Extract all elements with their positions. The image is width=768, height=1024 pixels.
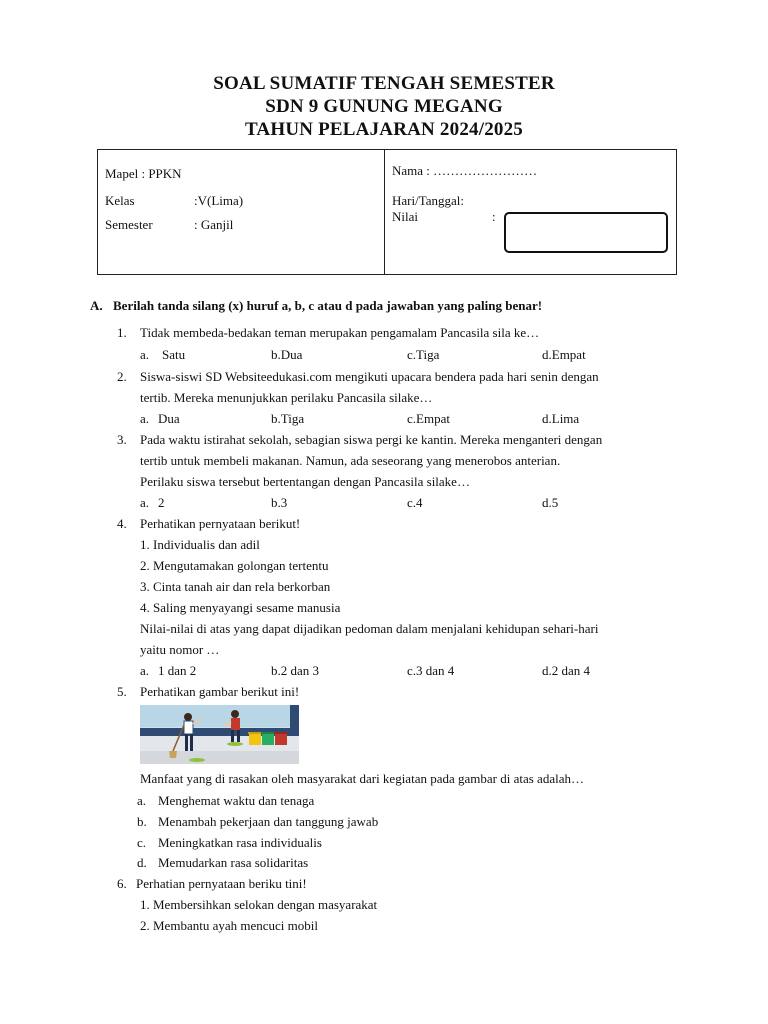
q4-statement: 1. Individualis dan adil xyxy=(140,537,260,552)
q3-option-c[interactable]: c.4 xyxy=(407,495,423,510)
score-colon: : xyxy=(492,209,496,224)
q6-statement: 2. Membantu ayah mencuci mobil xyxy=(140,918,318,933)
name-field[interactable]: Nama : …………………… xyxy=(392,163,538,178)
subject-label: Mapel : PPKN xyxy=(105,166,182,181)
question-6-number: 6. xyxy=(117,876,127,891)
question-6-text: Perhatian pernyataan beriku tini! xyxy=(136,876,307,891)
q4-option-b[interactable]: b.2 dan 3 xyxy=(271,663,320,678)
school-name: SDN 9 GUNUNG MEGANG xyxy=(265,96,503,117)
q2-option-b[interactable]: b.Tiga xyxy=(271,411,305,426)
question-1-text: Tidak membeda-bedakan teman merupakan pengamalam Pancasila sila ke… xyxy=(140,325,540,340)
question-3-line-1: Pada waktu istirahat sekolah, sebagian siswa pergi ke kantin. Mereka menganteri dengan xyxy=(140,432,603,447)
q4-statement: 4. Saling menyayangi sesame manusia xyxy=(140,600,341,615)
q3-option-d[interactable]: d.5 xyxy=(542,495,559,510)
question-4-number: 4. xyxy=(117,516,127,531)
q1-option-c[interactable]: c.Tiga xyxy=(407,347,440,362)
q2-option-a[interactable]: Dua xyxy=(158,411,180,426)
exam-title: SOAL SUMATIF TENGAH SEMESTER xyxy=(213,73,555,94)
academic-year: TAHUN PELAJARAN 2024/2025 xyxy=(244,119,524,140)
q5-option-d-mark: d. xyxy=(137,855,147,870)
q3-option-b[interactable]: b.3 xyxy=(271,495,288,510)
q3-option-a[interactable]: 2 xyxy=(158,495,165,510)
q2-option-c[interactable]: c.Empat xyxy=(407,411,450,426)
question-3-line-2: tertib untuk membeli makanan. Namun, ada seseorang yang menerobos anterian. xyxy=(140,453,561,468)
q3-option-a-mark: a. xyxy=(140,495,150,510)
q4-statement: 2. Mengutamakan golongan tertentu xyxy=(140,558,329,573)
q6-statement: 1. Membersihkan selokan dengan masyarakat xyxy=(140,897,378,912)
q4-statement: 3. Cinta tanah air dan rela berkorban xyxy=(140,579,331,594)
question-4-line-1: Nilai-nilai di atas yang dapat dijadikan pedoman dalam menjalani kehidupan sehari-hari xyxy=(140,621,599,636)
question-3-number: 3. xyxy=(117,432,127,447)
question-2-line-2: tertib. Mereka menunjukkan perilaku Pancasila silake… xyxy=(140,390,433,405)
class-label: Kelas xyxy=(105,193,135,208)
q2-option-d[interactable]: d.Lima xyxy=(542,411,580,426)
score-box[interactable] xyxy=(504,212,668,253)
q2-option-a-mark: a. xyxy=(140,411,150,426)
q5-option-b[interactable]: Menambah pekerjaan dan tanggung jawab xyxy=(158,814,379,829)
q1-option-b[interactable]: b.Dua xyxy=(271,347,303,362)
q4-option-d[interactable]: d.2 dan 4 xyxy=(542,663,591,678)
score-label: Nilai xyxy=(392,209,418,224)
q1-option-d[interactable]: d.Empat xyxy=(542,347,586,362)
question-2-number: 2. xyxy=(117,369,127,384)
question-4-line-2: yaitu nomor … xyxy=(140,642,220,657)
q5-option-b-mark: b. xyxy=(137,814,147,829)
q4-option-c[interactable]: c.3 dan 4 xyxy=(407,663,455,678)
semester-label: Semester xyxy=(105,217,153,232)
section-a-marker: A. xyxy=(90,298,103,313)
section-a-instruction: Berilah tanda silang (x) huruf a, b, c atau d pada jawaban yang paling benar! xyxy=(113,298,543,313)
class-value: :V(Lima) xyxy=(194,193,244,208)
question-3-line-3: Perilaku siswa tersebut bertentangan dengan Pancasila silake… xyxy=(140,474,470,489)
q5-option-a-mark: a. xyxy=(137,793,147,808)
community-cleanup-illustration xyxy=(140,705,299,764)
question-5-number: 5. xyxy=(117,684,127,699)
q5-option-c-mark: c. xyxy=(137,835,147,850)
semester-value: : Ganjil xyxy=(194,217,234,232)
q4-option-a-mark: a. xyxy=(140,663,150,678)
q1-option-a[interactable]: Satu xyxy=(162,347,186,362)
question-2-line-1: Siswa-siswi SD Websiteedukasi.com mengikuti upacara bendera pada hari senin dengan xyxy=(140,369,599,384)
question-5-prompt: Manfaat yang di rasakan oleh masyarakat dari kegiatan pada gambar di atas adalah… xyxy=(140,771,584,786)
date-field[interactable]: Hari/Tanggal: xyxy=(392,193,465,208)
q4-option-a[interactable]: 1 dan 2 xyxy=(158,663,197,678)
question-1-number: 1. xyxy=(117,325,127,340)
q5-option-d[interactable]: Memudarkan rasa solidaritas xyxy=(158,855,309,870)
q1-option-a-mark: a. xyxy=(140,347,150,362)
q5-option-a[interactable]: Menghemat waktu dan tenaga xyxy=(158,793,315,808)
info-box-divider xyxy=(384,150,385,274)
question-4-text: Perhatikan pernyataan berikut! xyxy=(140,516,301,531)
question-5-text: Perhatikan gambar berikut ini! xyxy=(140,684,300,699)
q5-option-c[interactable]: Meningkatkan rasa individualis xyxy=(158,835,322,850)
